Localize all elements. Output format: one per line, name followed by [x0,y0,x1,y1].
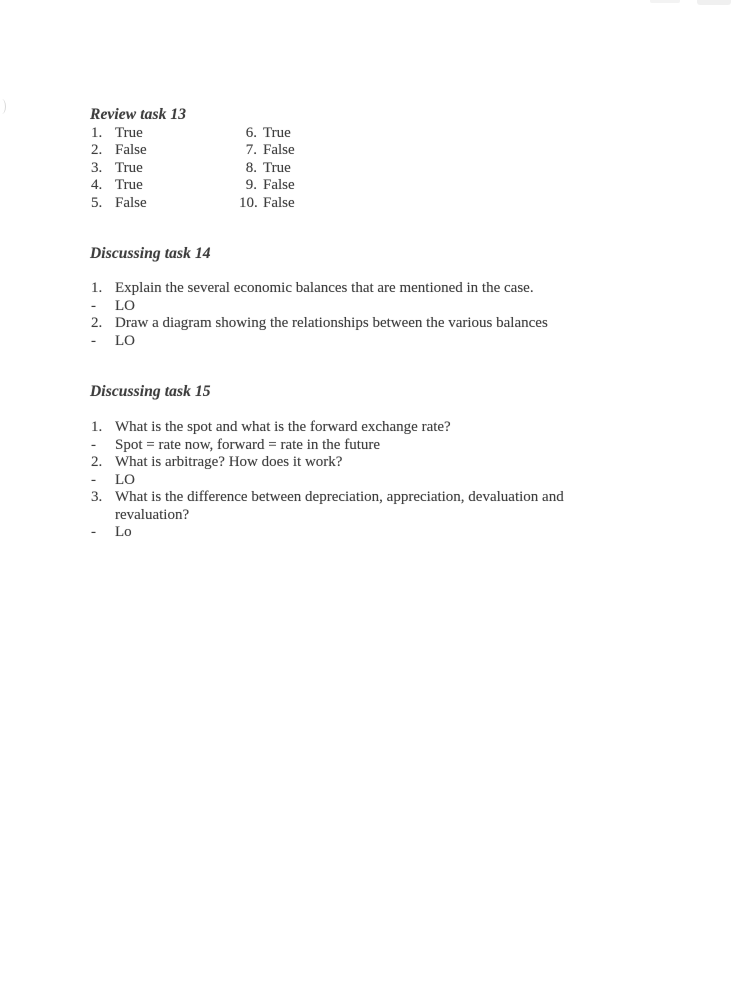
list-line [91,298,691,316]
line-text: What is arbitrage? How does it work? [115,454,343,470]
line-marker: - [91,524,96,540]
tf-item [91,195,147,212]
tf-item-number: 7. [245,142,257,159]
tf-item-value: True [263,125,291,141]
list-line [91,419,691,437]
tf-item [239,142,295,159]
tf-item-number: 1. [91,125,103,141]
line-marker: - [91,332,96,349]
line-text: Spot = rate now, forward = rate in the future [115,436,381,453]
tf-item-value: True [115,159,143,176]
tf-item [239,177,295,194]
line-text: revaluation? [115,506,190,523]
tf-item [239,125,295,142]
line-marker: - [91,436,96,453]
tf-item [239,195,295,212]
tf-item-value: False [115,194,147,211]
discussing-task-15-list [91,419,691,542]
line-text: LO [115,297,135,314]
tf-item-value: False [263,142,295,159]
scan-artifact-top-right-2 [697,0,731,5]
tf-item [91,160,147,177]
tf-item-number: 3. [91,159,103,176]
scan-artifact-left-edge [0,99,6,114]
line-text: Lo [115,524,132,540]
line-text: Explain the several economic balances that are mentioned in the case. [115,280,534,296]
line-text: What is the spot and what is the forward exchange rate? [115,419,451,435]
tf-item-value: False [115,142,147,159]
heading-discussing-task-14: Discussing task 14 [90,245,211,262]
tf-item [91,125,147,142]
line-marker: 1. [91,280,103,296]
list-line [91,472,691,490]
tf-item-number: 6. [245,125,257,141]
line-marker: 1. [91,419,103,435]
heading-discussing-task-15: Discussing task 15 [90,383,211,400]
discussing-task-14-list [91,280,691,350]
line-text: LO [115,471,135,488]
tf-item-number: 10. [239,194,258,211]
tf-item [91,142,147,159]
scan-artifact-top-right-1 [650,0,680,3]
tf-item-value: True [115,125,143,141]
line-marker: 2. [91,454,103,470]
list-line [91,315,691,333]
list-line-continuation [91,507,691,525]
list-line [91,333,691,351]
tf-item-number: 8. [245,159,257,176]
list-line [91,280,691,298]
tf-column-2 [239,125,295,212]
line-marker: - [91,471,96,488]
line-text: Draw a diagram showing the relationships between the various balances [115,315,548,331]
line-marker: 2. [91,315,103,331]
tf-item [239,160,295,177]
tf-item-value: False [263,177,295,194]
list-line [91,524,691,542]
tf-item-number: 5. [91,194,103,211]
tf-item-number: 4. [91,177,103,194]
tf-item-number: 2. [91,142,103,159]
list-line [91,489,691,507]
list-line [91,454,691,472]
list-line [91,437,691,455]
tf-item-value: False [263,194,295,211]
tf-column-1 [91,125,147,212]
line-text: LO [115,332,135,349]
tf-item-value: True [263,159,291,176]
line-marker: 3. [91,489,103,505]
line-text: What is the difference between depreciation, appreciation, devaluation and [115,489,564,505]
tf-item-value: True [115,177,143,194]
line-marker: - [91,297,96,314]
heading-review-task-13: Review task 13 [90,106,187,123]
tf-item [91,177,147,194]
tf-item-number: 9. [245,177,257,194]
